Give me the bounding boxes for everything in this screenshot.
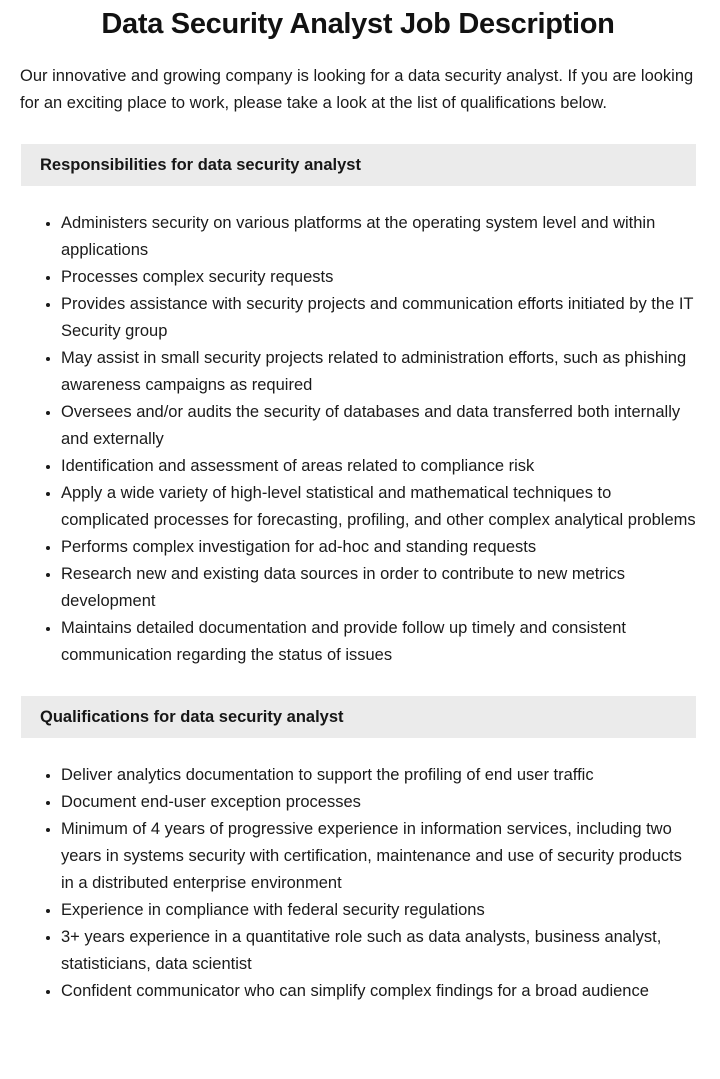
intro-paragraph: Our innovative and growing company is looking for a data security analyst. If you are looking for an exciting place to work, please take a look at the list of qualifications below. xyxy=(20,67,694,112)
list-item: • Provides assistance with security projects and communication efforts initiated by the IT Security group xyxy=(61,291,696,345)
list-item: • Experience in compliance with federal security regulations xyxy=(61,897,696,924)
responsibilities-section xyxy=(20,144,696,669)
list-item: • Confident communicator who can simplify complex findings for a broad audience xyxy=(61,978,696,1005)
list-item: • Administers security on various platforms at the operating system level and within applications xyxy=(61,210,696,264)
list-item: • Apply a wide variety of high-level statistical and mathematical techniques to complicated processes for forecasting, profiling, and other complex analytical problems xyxy=(61,480,696,534)
list-item: • Processes complex security requests xyxy=(61,264,696,291)
responsibilities-heading: Responsibilities for data security analyst xyxy=(21,144,696,186)
qualifications-section xyxy=(20,696,696,1005)
list-item: • May assist in small security projects related to administration efforts, such as phishing awareness campaigns as required xyxy=(61,345,696,399)
list-item: • Deliver analytics documentation to support the profiling of end user traffic xyxy=(61,762,696,789)
list-item: • Research new and existing data sources in order to contribute to new metrics development xyxy=(61,561,696,615)
list-item: • Document end-user exception processes xyxy=(61,789,696,816)
qualifications-heading: Qualifications for data security analyst xyxy=(21,696,696,738)
qualifications-list xyxy=(20,762,696,1005)
list-item: • Performs complex investigation for ad-hoc and standing requests xyxy=(61,534,696,561)
list-item: • 3+ years experience in a quantitative role such as data analysts, business analyst, statisticians, data scientist xyxy=(61,924,696,978)
list-item: • Maintains detailed documentation and provide follow up timely and consistent communication regarding the status of issues xyxy=(61,615,696,669)
list-item: • Minimum of 4 years of progressive experience in information services, including two years in systems security with certification, maintenance and use of security products in a distributed enterprise environment xyxy=(61,816,696,897)
list-item: • Oversees and/or audits the security of databases and data transferred both internally and externally xyxy=(61,399,696,453)
list-item: • Identification and assessment of areas related to compliance risk xyxy=(61,453,696,480)
page-title: Data Security Analyst Job Description xyxy=(101,8,615,40)
responsibilities-list xyxy=(20,210,696,669)
